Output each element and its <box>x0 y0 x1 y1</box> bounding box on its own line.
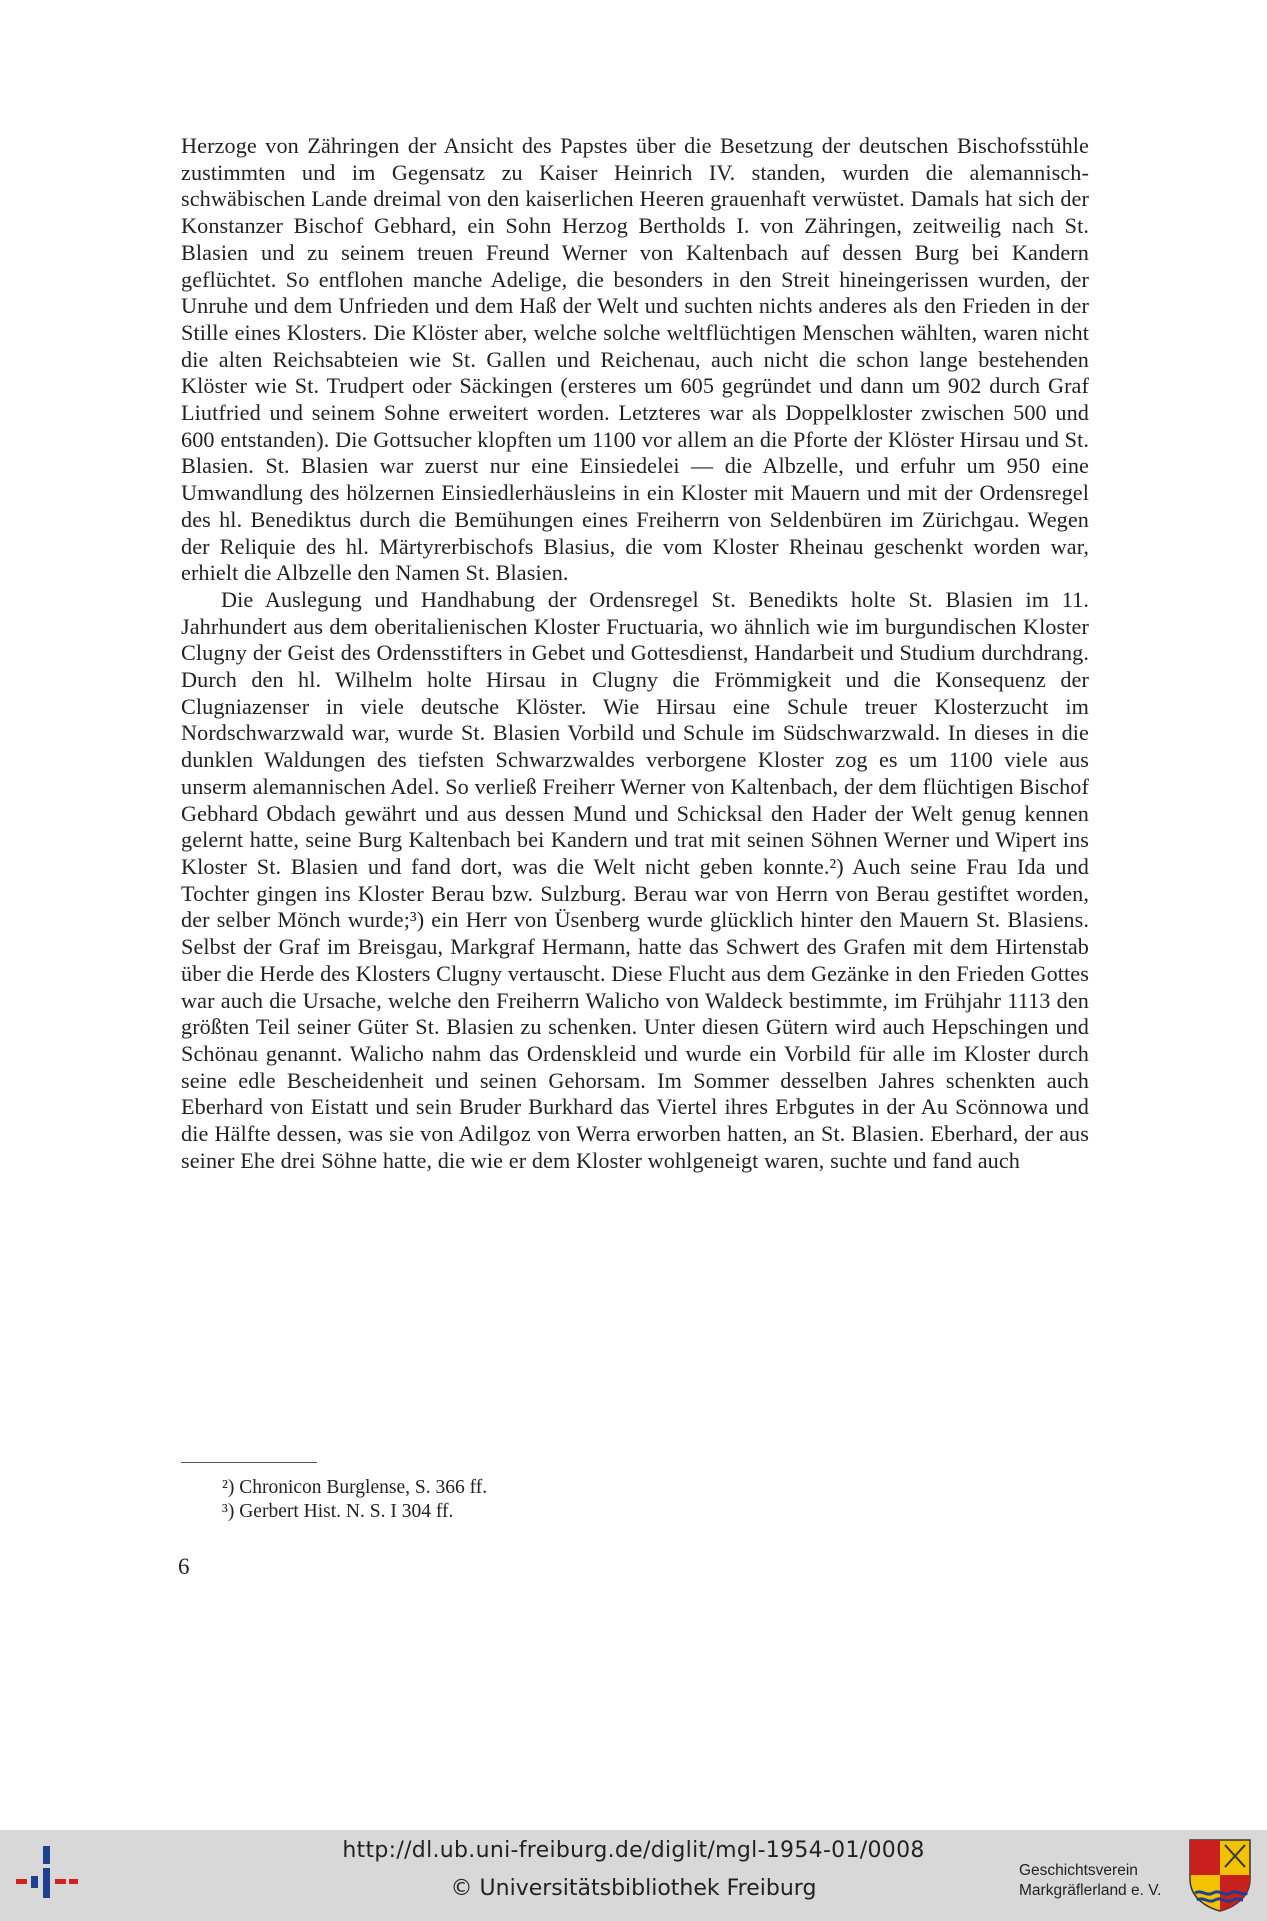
footnote: ³) Gerbert Hist. N. S. I 304 ff. <box>222 1501 454 1522</box>
society-line: Geschichtsverein <box>1019 1862 1138 1879</box>
copyright-text: © Universitätsbibliothek Freiburg <box>450 1876 817 1901</box>
footnotes <box>222 1476 487 1524</box>
coat-of-arms-icon <box>1187 1837 1253 1913</box>
society-name <box>1019 1861 1161 1901</box>
footnote-divider <box>181 1462 317 1463</box>
paragraph: Die Auslegung und Handhabung der Ordensregel St. Benedikts holte St. Blasien im 11. Jahrhundert aus dem oberitalienischen Kloster Fructuaria, wo ähnlich wie im burgundischen Kloster Clugny der Geist des Ordensstifters in Gebet und Gottesdienst, Handarbeit und Studium durchdrang. Durch den hl. Wilhelm holte Hirsau in Clugny die Frömmigkeit und die Konsequenz der Clugniazenser in viele deutsche Klöster. Wie Hirsau eine Schule treuer Klosterzucht im Nordschwarzwald war, wurde St. Blasien Vorbild und Schule im Südschwarzwald. In dieses in die dunklen Waldungen des tiefsten Schwarzwaldes verborgene Kloster zog es um 1100 viele aus unserm alemannischen Adel. So verließ Freiherr Werner von Kaltenbach, der dem flüchtigen Bischof Gebhard Obdach gewährt und aus dessen Mund und Schicksal den Hader der Welt genug kennen gelernt hatte, seine Burg Kaltenbach bei Kandern und trat mit seinen Söhnen Werner und Wipert ins Kloster St. Blasien und fand dort, was die Welt nicht geben konnte.²) Auch seine Frau Ida und Tochter gingen ins Kloster Berau bzw. Sulzburg. Berau war von Herrn von Berau gestiftet worden, der selber Mönch wurde;³) ein Herr von Üsenberg wurde glücklich hinter den Mauern St. Blasiens. Selbst der Graf im Breisgau, Markgraf Hermann, hatte das Schwert des Grafen mit dem Hirtenstab über die Herde des Klosters Clugny vertauscht. Diese Flucht aus dem Gezänke in den Frieden Gottes war auch die Ursache, welche den Freiherrn Walicho von Waldeck bestimmte, im Frühjahr 1113 den größten Teil seiner Güter St. Blasien zu schenken. Unter diesen Gütern wird auch Hepschingen und Schönau genannt. Walicho nahm das Ordenskleid und wurde ein Vorbild für alle im Kloster durch seine edle Bescheidenheit und seinen Gehorsam. Im Sommer desselben Jahres schenkten auch Eberhard von Eistatt und sein Bruder Burkhard das Viertel ihres Erbgutes in der Au Scönnowa und die Hälfte dessen, was sie von Adilgoz von Werra erworben hatten, an St. Blasien. Eberhard, der aus seiner Ehe drei Söhne hatte, die wie er dem Kloster wohlgeneigt waren, suchte und fand auch <box>181 586 1089 1173</box>
page-number: 6 <box>178 1554 190 1579</box>
paragraph: Herzoge von Zähringen der Ansicht des Papstes über die Besetzung der deutschen Bischofsstühle zustimmten und im Gegensatz zu Kaiser Heinrich IV. standen, wurden die alemannisch-schwäbischen Lande dreimal von den kaiserlichen Heeren grauenhaft verwüstet. Damals hat sich der Konstanzer Bischof Gebhard, ein Sohn Herzog Bertholds I. von Zähringen, zeitweilig nach St. Blasien und zu seinem treuen Freund Werner von Kaltenbach auf dessen Burg bei Kandern geflüchtet. So entflohen manche Adelige, die besonders in den Streit hineingerissen wurden, der Unruhe und dem Unfrieden und dem Haß der Welt und suchten nichts anderes als den Frieden in der Stille eines Klosters. Die Klöster aber, welche solche weltflüchtigen Menschen wählten, waren nicht die alten Reichsabteien wie St. Gallen und Reichenau, auch nicht die schon lange bestehenden Klöster wie St. Trudpert oder Säckingen (ersteres um 605 gegründet und dann um 902 durch Graf Liutfried und seinem Sohne erweitert worden. Letzteres war als Doppelkloster zwischen 500 und 600 entstanden). Die Gottsucher klopften um 1100 vor allem an die Pforte der Klöster Hirsau und St. Blasien. St. Blasien war zuerst nur eine Einsiedelei — die Albzelle, und erfuhr um 950 eine Umwandlung des hölzernen Einsiedlerhäusleins in ein Kloster mit Mauern und mit der Ordensregel des hl. Benediktus durch die Bemühungen eines Freiherrn von Seldenbüren im Zürichgau. Wegen der Reliquie des hl. Märtyrerbischofs Blasius, die vom Kloster Rheinau geschenkt worden war, erhielt die Albzelle den Namen St. Blasien. <box>181 133 1089 586</box>
permalink-link[interactable]: http://dl.ub.uni-freiburg.de/diglit/mgl-1954-01/0008 <box>342 1838 925 1863</box>
footnote: ²) Chronicon Burglense, S. 366 ff. <box>222 1477 488 1498</box>
body-text <box>181 133 1089 1174</box>
society-line: Markgräflerland e. V. <box>1019 1882 1162 1899</box>
